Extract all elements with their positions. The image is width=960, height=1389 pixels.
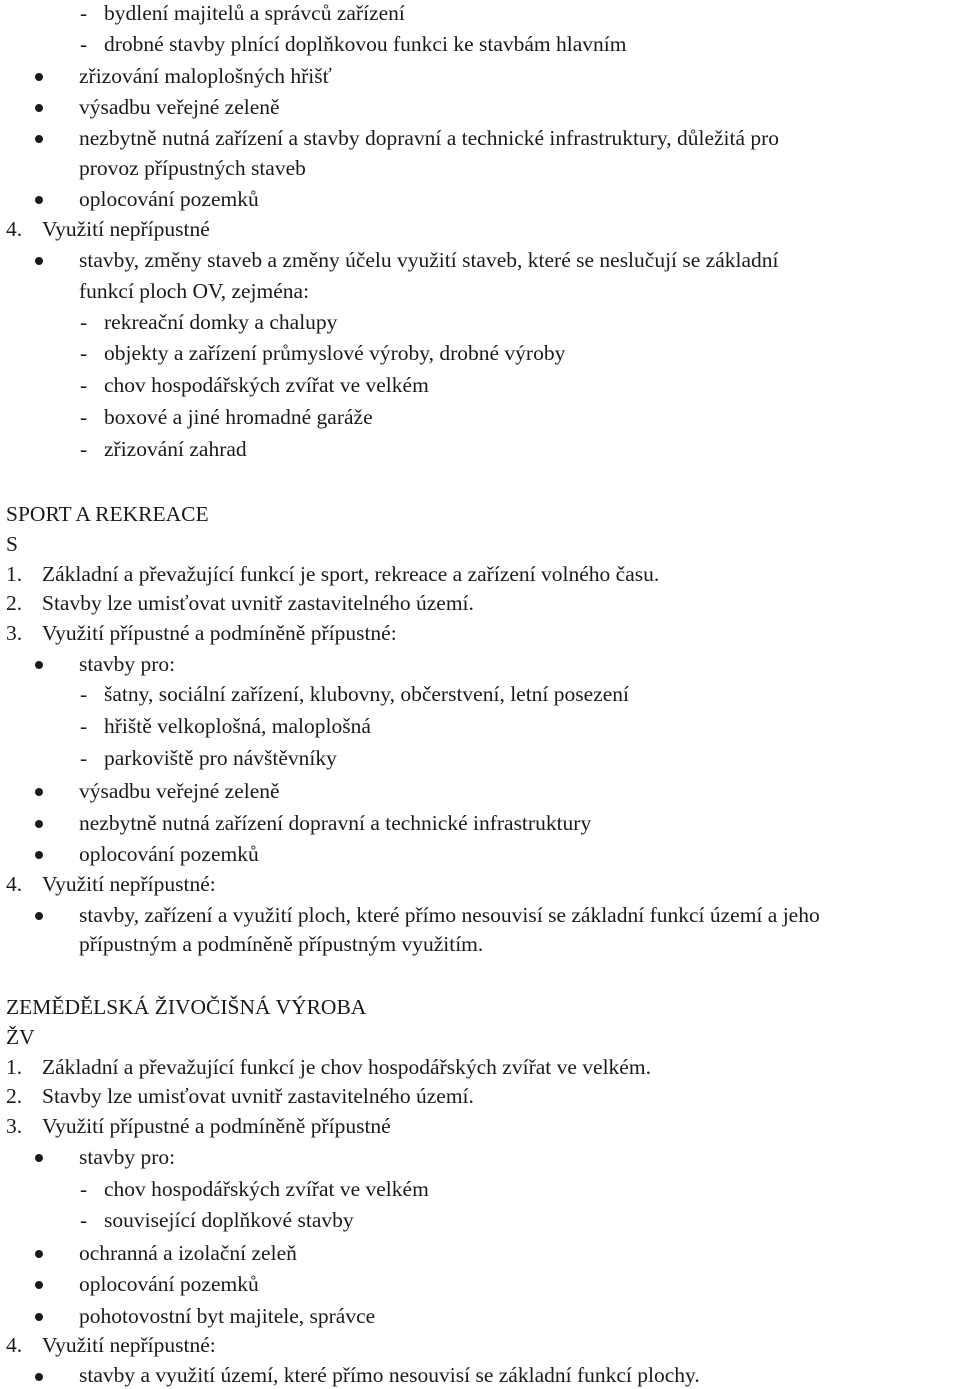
item-number: 4. bbox=[6, 217, 23, 241]
section-code: S bbox=[6, 532, 18, 556]
dash-marker: - bbox=[80, 310, 88, 334]
list-item-text: hřiště velkoplošná, maloplošná bbox=[104, 714, 371, 738]
item-number: 4. bbox=[6, 872, 23, 896]
bullet-text: nezbytně nutná zařízení a stavby dopravní a technické infrastruktury, důležitá pro bbox=[79, 126, 780, 150]
bullet-icon bbox=[35, 788, 43, 796]
bullet-text-continued: funkcí ploch OV, zejména: bbox=[79, 279, 310, 303]
dash-marker: - bbox=[80, 437, 88, 461]
list-item-text: šatny, sociální zařízení, klubovny, občerstvení, letní posezení bbox=[104, 682, 629, 706]
bullet-text: stavby pro: bbox=[79, 1145, 176, 1169]
bullet-text: oplocování pozemků bbox=[79, 1272, 259, 1296]
section-code: ŽV bbox=[6, 1025, 35, 1049]
dash-marker: - bbox=[80, 32, 88, 56]
bullet-icon bbox=[35, 820, 43, 828]
bullet-text-continued: přípustným a podmíněně přípustným využitím. bbox=[79, 932, 484, 956]
list-item-text: rekreační domky a chalupy bbox=[104, 310, 338, 334]
list-item-text: zřizování zahrad bbox=[104, 437, 247, 461]
item-number: 2. bbox=[6, 591, 23, 615]
bullet-text: stavby a využití území, které přímo nesouvisí se základní funkcí plochy. bbox=[79, 1363, 700, 1387]
dash-marker: - bbox=[80, 1208, 88, 1232]
item-text: Základní a převažující funkcí je chov hospodářských zvířat ve velkém. bbox=[42, 1055, 651, 1079]
bullet-text: stavby, změny staveb a změny účelu využití staveb, které se neslučují se základní bbox=[79, 248, 779, 272]
bullet-icon bbox=[35, 912, 43, 920]
list-item-text: chov hospodářských zvířat ve velkém bbox=[104, 1177, 429, 1201]
item-number: 1. bbox=[6, 562, 23, 586]
list-item-text: boxové a jiné hromadné garáže bbox=[104, 405, 373, 429]
bullet-text: nezbytně nutná zařízení dopravní a technické infrastruktury bbox=[79, 811, 592, 835]
item-number: 4. bbox=[6, 1333, 23, 1357]
dash-marker: - bbox=[80, 714, 88, 738]
dash-marker: - bbox=[80, 746, 88, 770]
bullet-text: stavby pro: bbox=[79, 652, 176, 676]
bullet-icon bbox=[35, 1154, 43, 1162]
bullet-icon bbox=[35, 1373, 43, 1381]
bullet-text: ochranná a izolační zeleň bbox=[79, 1241, 297, 1265]
list-item-text: chov hospodářských zvířat ve velkém bbox=[104, 373, 429, 397]
section-heading: SPORT A REKREACE bbox=[6, 502, 209, 526]
item-text: Stavby lze umisťovat uvnitř zastavitelného území. bbox=[42, 591, 474, 615]
bullet-text: oplocování pozemků bbox=[79, 187, 259, 211]
bullet-icon bbox=[35, 851, 43, 859]
bullet-icon bbox=[35, 104, 43, 112]
bullet-text: oplocování pozemků bbox=[79, 842, 259, 866]
dash-marker: - bbox=[80, 682, 88, 706]
list-item-text: parkoviště pro návštěvníky bbox=[104, 746, 337, 770]
list-item-text: objekty a zařízení průmyslové výroby, drobné výroby bbox=[104, 341, 566, 365]
bullet-text: zřizování maloplošných hřišť bbox=[79, 64, 332, 88]
item-text: Základní a převažující funkcí je sport, rekreace a zařízení volného času. bbox=[42, 562, 660, 586]
item-number: 3. bbox=[6, 621, 23, 645]
item-text: Využití nepřípustné: bbox=[42, 1333, 216, 1357]
bullet-icon bbox=[35, 1313, 43, 1321]
bullet-icon bbox=[35, 196, 43, 204]
item-number: 3. bbox=[6, 1114, 23, 1138]
bullet-text: výsadbu veřejné zeleně bbox=[79, 779, 280, 803]
item-number: 2. bbox=[6, 1084, 23, 1108]
bullet-text-continued: provoz přípustných staveb bbox=[79, 156, 306, 180]
list-item-text: související doplňkové stavby bbox=[104, 1208, 354, 1232]
bullet-icon bbox=[35, 257, 43, 265]
item-text: Stavby lze umisťovat uvnitř zastavitelného území. bbox=[42, 1084, 474, 1108]
bullet-icon bbox=[35, 1281, 43, 1289]
list-item-text: drobné stavby plnící doplňkovou funkci ke stavbám hlavním bbox=[104, 32, 627, 56]
list-item-text: bydlení majitelů a správců zařízení bbox=[104, 1, 405, 25]
dash-marker: - bbox=[80, 405, 88, 429]
bullet-text: výsadbu veřejné zeleně bbox=[79, 95, 280, 119]
item-text: Využití přípustné a podmíněně přípustné: bbox=[42, 621, 397, 645]
bullet-text: pohotovostní byt majitele, správce bbox=[79, 1304, 376, 1328]
dash-marker: - bbox=[80, 373, 88, 397]
item-text: Využití nepřípustné bbox=[42, 217, 210, 241]
bullet-icon bbox=[35, 135, 43, 143]
dash-marker: - bbox=[80, 1177, 88, 1201]
dash-marker: - bbox=[80, 341, 88, 365]
bullet-icon bbox=[35, 661, 43, 669]
section-heading: ZEMĚDĚLSKÁ ŽIVOČIŠNÁ VÝROBA bbox=[6, 995, 367, 1019]
bullet-text: stavby, zařízení a využití ploch, které přímo nesouvisí se základní funkcí území a jeho bbox=[79, 903, 820, 927]
item-text: Využití nepřípustné: bbox=[42, 872, 216, 896]
item-number: 1. bbox=[6, 1055, 23, 1079]
bullet-icon bbox=[35, 73, 43, 81]
item-text: Využití přípustné a podmíněně přípustné bbox=[42, 1114, 391, 1138]
dash-marker: - bbox=[80, 1, 88, 25]
bullet-icon bbox=[35, 1250, 43, 1258]
